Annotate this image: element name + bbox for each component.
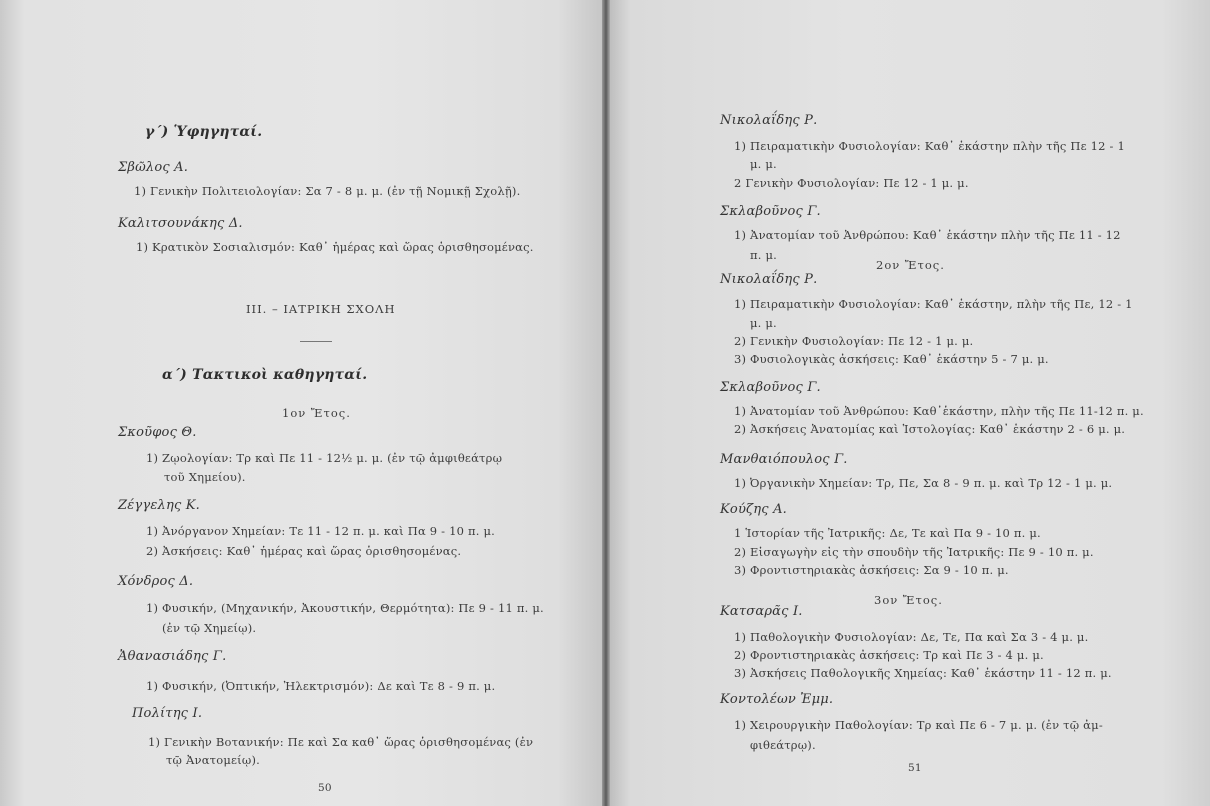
professor-name: Σκοῦφος Θ. <box>118 425 197 440</box>
course-line: 1) Ἀνατομίαν τοῦ Ἀνθρώπου: Καθ᾽ἑκάστην, πλὴν τῆς Πε 11-12 π. μ. <box>734 404 1144 418</box>
course-line: 2) Εἰσαγωγὴν εἰς τὴν σπουδὴν τῆς Ἰατρικῆς: Πε 9 - 10 π. μ. <box>734 545 1094 559</box>
professor-name: Σβῶλος Α. <box>118 160 189 175</box>
year-heading: 3ον Ἔτος. <box>874 593 943 607</box>
course-line: 1 Ἱστορίαν τῆς Ἰατρικῆς: Δε, Τε καὶ Πα 9 - 10 π. μ. <box>734 526 1041 540</box>
year-heading: 2ον Ἔτος. <box>876 258 945 272</box>
title-rule <box>300 341 332 342</box>
course-line: 1) Ἀνόργανον Χημείαν: Τε 11 - 12 π. μ. καὶ Πα 9 - 10 π. μ. <box>146 524 495 538</box>
course-line: 3) Φροντιστηριακὰς ἀσκήσεις: Σα 9 - 10 π. μ. <box>734 563 1009 577</box>
course-line: 2 Γενικὴν Φυσιολογίαν: Πε 12 - 1 μ. μ. <box>734 176 969 190</box>
professor-name: Κατσαρᾶς Ι. <box>720 604 803 619</box>
school-title: ΙΙΙ. – ΙΑΤΡΙΚΗ ΣΧΟΛΗ <box>246 302 396 316</box>
professor-name: Νικολαΐδης Ρ. <box>720 113 818 128</box>
course-line: 1) Φυσικήν, (Μηχανικήν, Ἀκουστικήν, Θερμότητα): Πε 9 - 11 π. μ. <box>146 601 544 615</box>
professor-name: Χόνδρος Δ. <box>118 574 194 589</box>
course-line: 1) Φυσικήν, (Ὀπτικήν, Ἠλεκτρισμόν): Δε καὶ Τε 8 - 9 π. μ. <box>146 679 496 693</box>
course-line-continued: μ. μ. <box>750 316 777 330</box>
course-line-continued: μ. μ. <box>750 157 777 171</box>
course-line: 3) Φυσιολογικὰς ἀσκήσεις: Καθ᾽ ἑκάστην 5 - 7 μ. μ. <box>734 352 1049 366</box>
course-line: 1) Γενικὴν Βοτανικήν: Πε καὶ Σα καθ᾽ ὥρας ὁρισθησομένας (ἐν <box>148 735 534 749</box>
page-number: 51 <box>908 762 922 774</box>
course-line: 1) Ἀνατομίαν τοῦ Ἀνθρώπου: Καθ᾽ ἑκάστην πλὴν τῆς Πε 11 - 12 <box>734 228 1121 242</box>
course-line-continued: τῷ Ἀνατομείῳ). <box>166 753 261 767</box>
course-line: 2) Ἀσκήσεις: Καθ᾽ ἡμέρας καὶ ὥρας ὁρισθησομένας. <box>146 544 462 558</box>
course-line-continued: π. μ. <box>750 248 777 262</box>
professor-name: Ζέγγελης Κ. <box>118 498 201 513</box>
professor-name: Νικολαΐδης Ρ. <box>720 272 818 287</box>
page-number: 50 <box>318 782 332 794</box>
course-line: 2) Φροντιστηριακὰς ἀσκήσεις: Τρ καὶ Πε 3 - 4 μ. μ. <box>734 648 1044 662</box>
course-line: 1) Πειραματικὴν Φυσιολογίαν: Καθ᾽ ἑκάστην, πλὴν τῆς Πε, 12 - 1 <box>734 297 1133 311</box>
course-line-continued: (ἐν τῷ Χημείῳ). <box>162 621 257 635</box>
course-line: 2) Γενικὴν Φυσιολογίαν: Πε 12 - 1 μ. μ. <box>734 334 974 348</box>
professor-name: Σκλαβοῦνος Γ. <box>720 380 821 395</box>
course-line: 3) Ἀσκήσεις Παθολογικῆς Χημείας: Καθ᾽ ἑκάστην 11 - 12 π. μ. <box>734 666 1112 680</box>
professor-name: Πολίτης Ι. <box>132 706 203 721</box>
course-line: 1) Ζῳολογίαν: Τρ καὶ Πε 11 - 12½ μ. μ. (ἐν τῷ ἀμφιθεάτρῳ <box>146 451 503 465</box>
course-line: 1) Πειραματικὴν Φυσιολογίαν: Καθ᾽ ἑκάστην πλὴν τῆς Πε 12 - 1 <box>734 139 1125 153</box>
professor-name: Κούζης Α. <box>720 502 788 517</box>
professor-name: Μανθαιόπουλος Γ. <box>720 452 848 467</box>
section-heading-taktikoi: α΄) Τακτικοὶ καθηγηταί. <box>162 367 368 383</box>
course-line: 1) Ὀργανικὴν Χημείαν: Τρ, Πε, Σα 8 - 9 π. μ. καὶ Τρ 12 - 1 μ. μ. <box>734 476 1113 490</box>
professor-name: Ἀθανασιάδης Γ. <box>118 649 227 664</box>
course-line: 1) Παθολογικὴν Φυσιολογίαν: Δε, Τε, Πα καὶ Σα 3 - 4 μ. μ. <box>734 630 1089 644</box>
section-heading-hyphigitai: γ΄) Ὑφηγηταί. <box>145 124 263 140</box>
professor-name: Κοντολέων Ἐμμ. <box>720 692 834 707</box>
professor-name: Καλιτσουνάκης Δ. <box>118 216 243 231</box>
right-page <box>606 0 1210 806</box>
book-gutter <box>602 0 610 806</box>
professor-name: Σκλαβοῦνος Γ. <box>720 204 821 219</box>
course-line: 1) Γενικὴν Πολιτειολογίαν: Σα 7 - 8 μ. μ. (ἐν τῇ Νομικῇ Σχολῇ). <box>134 184 521 198</box>
course-line: 1) Χειρουργικὴν Παθολογίαν: Τρ καὶ Πε 6 - 7 μ. μ. (ἐν τῷ ἀμ- <box>734 718 1103 732</box>
course-line-continued: φιθεάτρῳ). <box>750 738 816 752</box>
year-heading: 1ον Ἔτος. <box>282 406 351 420</box>
course-line-continued: τοῦ Χημείου). <box>164 470 246 484</box>
course-line: 2) Ἀσκήσεις Ἀνατομίας καὶ Ἱστολογίας: Καθ᾽ ἑκάστην 2 - 6 μ. μ. <box>734 422 1126 436</box>
course-line: 1) Κρατικὸν Σοσιαλισμόν: Καθ᾽ ἡμέρας καὶ ὥρας ὁρισθησομένας. <box>136 240 534 254</box>
